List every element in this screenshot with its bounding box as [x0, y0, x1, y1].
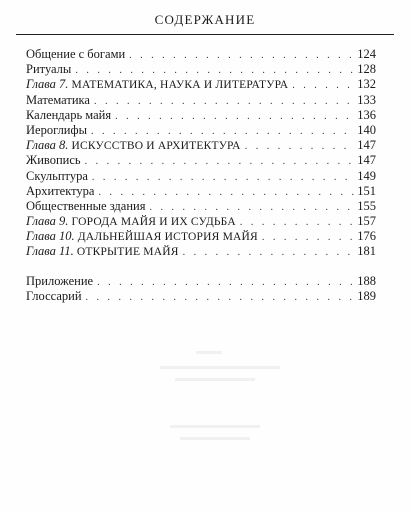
- toc-entry: [26, 93, 376, 108]
- section-title: Архитектура: [26, 183, 95, 198]
- toc-entry: [26, 244, 376, 259]
- show-through-mark: [175, 378, 255, 381]
- toc-entry: [26, 274, 376, 289]
- toc-entry-title: [26, 62, 73, 77]
- chapter-title: ИСКУССТВО И АРХИТЕКТУРА: [71, 140, 241, 153]
- page-number: 128: [357, 62, 376, 77]
- chapter-number: Глава 11.: [26, 244, 74, 259]
- section-title: Ритуалы: [26, 62, 72, 77]
- show-through-mark: [170, 425, 260, 428]
- section-title: Календарь майя: [26, 107, 112, 122]
- toc-entry: [26, 184, 376, 199]
- dot-leader: [84, 290, 354, 305]
- toc-entry-title: [26, 138, 243, 154]
- page-number: 140: [357, 122, 376, 137]
- section-title: Приложение: [26, 273, 94, 288]
- toc-entry-title: [26, 244, 181, 260]
- toc-entry-title: [26, 199, 147, 214]
- toc-entry-title: [26, 274, 95, 289]
- toc-entry-title: [26, 47, 127, 62]
- toc-entry-title: [26, 184, 96, 199]
- toc-entry-title: [26, 214, 238, 230]
- toc-entry: [26, 199, 376, 214]
- page-title: СОДЕРЖАНИЕ: [154, 12, 256, 27]
- dot-leader: [83, 154, 354, 169]
- dot-leader: [127, 48, 354, 63]
- page-number: 181: [357, 244, 376, 259]
- section-title: Глоссарий: [26, 288, 82, 303]
- page-number: 188: [357, 273, 376, 288]
- toc-entry: [26, 229, 376, 244]
- dot-leader: [260, 230, 354, 245]
- dot-leader: [90, 170, 354, 185]
- chapter-number: Глава 7.: [26, 77, 69, 92]
- chapter-title: ОТКРЫТИЕ МАЙЯ: [76, 246, 179, 259]
- toc-entry: [26, 77, 376, 92]
- page-number: 151: [357, 183, 376, 198]
- toc-entry: [26, 214, 376, 229]
- toc-entry-title: [26, 153, 83, 168]
- page-number: 132: [357, 77, 376, 92]
- toc-entry: [26, 169, 376, 184]
- chapter-title: ДАЛЬНЕЙШАЯ ИСТОРИЯ МАЙЯ: [77, 231, 258, 244]
- chapter-title: МАТЕМАТИКА, НАУКА И ЛИТЕРАТУРА: [71, 79, 289, 92]
- section-title: Математика: [26, 92, 90, 107]
- section-title: Живопись: [26, 153, 81, 168]
- section-title: Иероглифы: [26, 122, 87, 137]
- dot-leader: [96, 185, 354, 200]
- toc-entry: [26, 138, 376, 153]
- toc-gap: [26, 260, 376, 274]
- show-through-mark: [160, 366, 280, 369]
- chapter-number: Глава 8.: [26, 138, 69, 153]
- toc-entry-title: [26, 77, 290, 93]
- page-number: 157: [357, 214, 376, 229]
- toc-main-list: [26, 47, 376, 260]
- toc-entry-title: [26, 289, 84, 304]
- header-rule: [16, 34, 394, 35]
- dot-leader: [73, 63, 354, 78]
- toc-entry-title: [26, 93, 92, 108]
- toc-entry-title: [26, 169, 90, 184]
- page-number: 136: [357, 107, 376, 122]
- chapter-number: Глава 9.: [26, 214, 69, 229]
- section-title: Общественные здания: [26, 198, 146, 213]
- dot-leader: [290, 78, 354, 93]
- page-number: 133: [357, 92, 376, 107]
- toc-entry-title: [26, 123, 89, 138]
- dot-leader: [95, 275, 354, 290]
- page-number: 176: [357, 229, 376, 244]
- dot-leader: [238, 215, 354, 230]
- toc-entry: [26, 123, 376, 138]
- page-number: 189: [357, 288, 376, 303]
- show-through-mark: [196, 351, 222, 354]
- toc-entry: [26, 153, 376, 168]
- page-number: 147: [357, 138, 376, 153]
- toc-entry: [26, 62, 376, 77]
- show-through-mark: [180, 437, 250, 440]
- dot-leader: [147, 200, 354, 215]
- toc-entry-title: [26, 229, 260, 245]
- toc-entry-title: [26, 108, 113, 123]
- chapter-number: Глава 10.: [26, 229, 75, 244]
- toc-appendix-list: [26, 274, 376, 304]
- toc-entry: [26, 108, 376, 123]
- dot-leader: [92, 94, 354, 109]
- toc-entry: [26, 47, 376, 62]
- dot-leader: [113, 109, 354, 124]
- table-of-contents: [26, 47, 376, 304]
- section-title: Скульптура: [26, 168, 88, 183]
- page-number: 147: [357, 153, 376, 168]
- chapter-title: ГОРОДА МАЙЯ И ИХ СУДЬБА: [71, 216, 236, 229]
- page-number: 149: [357, 168, 376, 183]
- page-number: 155: [357, 198, 376, 213]
- section-title: Общение с богами: [26, 47, 126, 61]
- toc-entry: [26, 289, 376, 304]
- dot-leader: [243, 139, 354, 154]
- dot-leader: [181, 245, 354, 260]
- page-number: 124: [357, 47, 376, 61]
- dot-leader: [89, 124, 354, 139]
